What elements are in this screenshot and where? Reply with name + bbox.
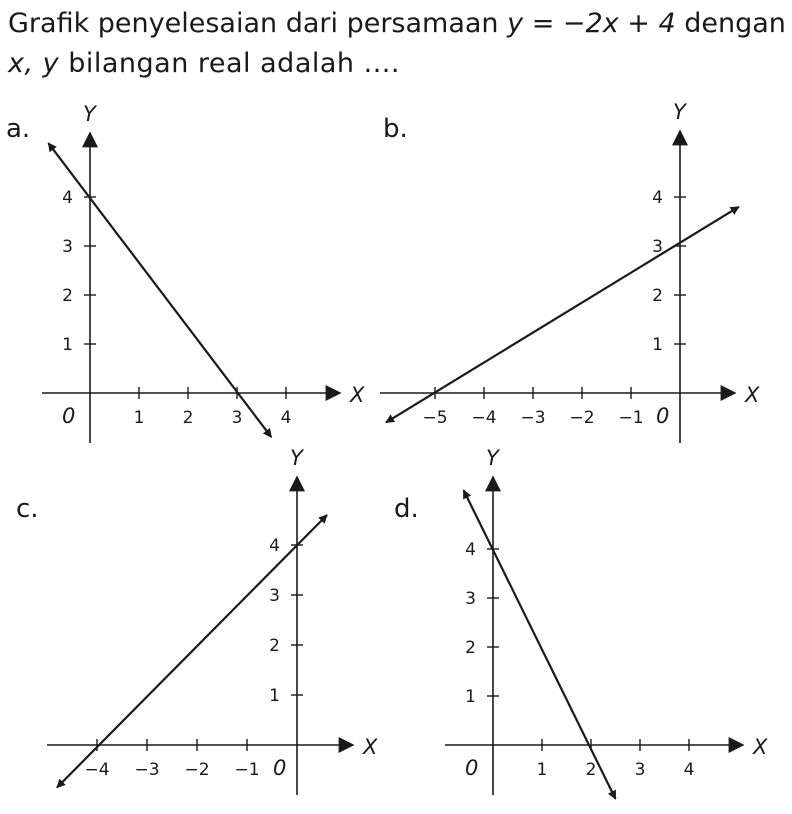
option-b-graph[interactable]	[380, 100, 760, 443]
option-letter: c.	[16, 494, 39, 524]
y-tick-label: 3	[465, 589, 476, 609]
y-tick-label: 4	[652, 188, 663, 208]
question-suffix: dengan	[675, 8, 786, 39]
y-tick-label: 1	[652, 335, 663, 355]
y-tick-label: 1	[269, 686, 280, 706]
x-tick-label: −3	[134, 760, 160, 780]
y-axis-label: Y	[83, 102, 96, 126]
option-letter: d.	[394, 494, 419, 524]
x-axis-label: X	[745, 383, 760, 407]
x-tick-label: −1	[234, 760, 260, 780]
x-tick-label: −2	[569, 408, 595, 428]
y-tick-label: 4	[465, 540, 476, 560]
x-axis-label: X	[350, 383, 365, 407]
y-tick-label: 1	[62, 335, 73, 355]
x-tick-label: 3	[634, 760, 646, 780]
option-a-graph[interactable]	[6, 102, 365, 443]
y-tick-label: 4	[269, 536, 280, 556]
x-tick-label: 2	[585, 760, 597, 780]
y-tick-label: 3	[62, 237, 73, 257]
y-axis-label: Y	[673, 100, 686, 124]
y-tick-label: 3	[269, 586, 280, 606]
y-tick-label: 2	[269, 636, 280, 656]
x-tick-label: 1	[133, 408, 145, 428]
x-axis-label: X	[363, 735, 378, 759]
option-letter: a.	[6, 114, 31, 144]
y-tick-label: 2	[465, 638, 476, 658]
y-tick-label: 2	[62, 286, 73, 306]
graph-line	[464, 490, 616, 799]
origin-label: 0	[465, 756, 479, 780]
y-tick-label: 4	[62, 188, 73, 208]
question-prefix: Grafik penyelesaian dari persamaan	[8, 8, 508, 39]
x-tick-label: −3	[520, 408, 546, 428]
origin-label: 0	[62, 404, 76, 428]
option-d-graph[interactable]	[394, 446, 768, 799]
x-tick-label: −1	[618, 408, 644, 428]
x-tick-label: 4	[683, 760, 695, 780]
equation: y = −2x + 4	[507, 8, 676, 39]
option-c-graph[interactable]	[16, 446, 378, 795]
y-tick-label: 1	[465, 687, 476, 707]
y-tick-label: 2	[652, 286, 663, 306]
x-tick-label: −2	[184, 760, 210, 780]
y-axis-label: Y	[486, 446, 499, 470]
y-tick-label: 3	[652, 237, 663, 257]
x-axis-label: X	[753, 735, 768, 759]
question-vars: x, y	[8, 48, 60, 79]
x-tick-label: 2	[182, 408, 194, 428]
y-axis-label: Y	[290, 446, 303, 470]
x-tick-label: −4	[471, 408, 497, 428]
option-letter: b.	[383, 114, 408, 144]
origin-label: 0	[656, 404, 670, 428]
question-tail: bilangan real adalah ....	[59, 48, 400, 79]
graph-line	[57, 515, 327, 788]
origin-label: 0	[273, 756, 287, 780]
x-tick-label: −4	[84, 760, 110, 780]
graph-line	[386, 207, 739, 423]
x-tick-label: −5	[422, 408, 448, 428]
x-tick-label: 1	[536, 760, 548, 780]
x-tick-label: 3	[231, 408, 243, 428]
x-tick-label: 4	[280, 408, 292, 428]
